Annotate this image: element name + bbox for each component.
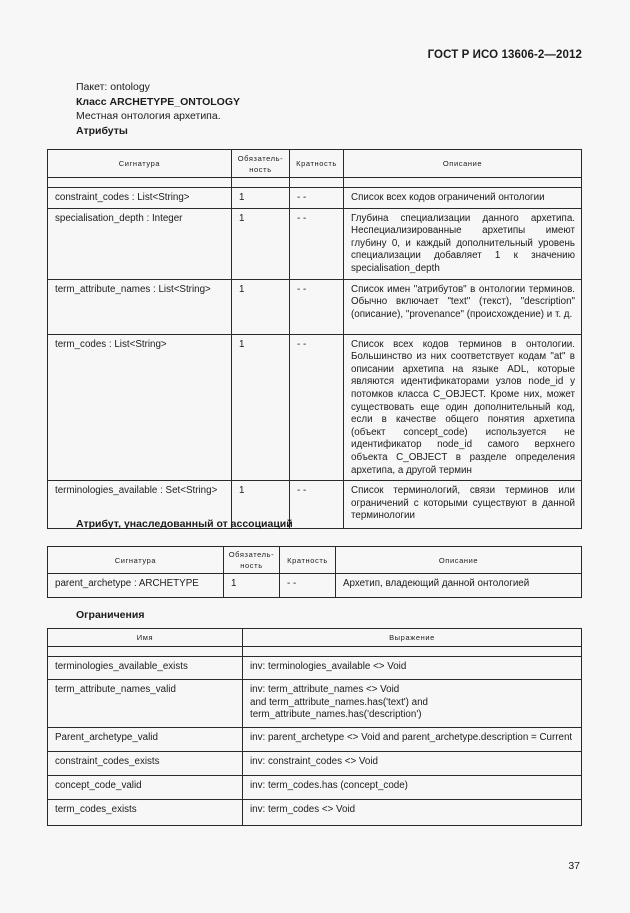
constraint-expression-cell [243,680,581,725]
header-mandatory [224,547,280,574]
header-mandatory-line1: Обязатель- [237,153,284,163]
mandatory-cell: 1 [239,283,245,295]
table-row [48,776,582,800]
attributes-table [47,149,582,529]
table-row [48,657,582,680]
constraints-table [47,628,582,826]
header-description: Описание [344,150,582,178]
constraint-expression-cell: inv: term_codes.has (concept_code) [250,780,408,791]
constraints-heading: Ограничения [76,609,145,621]
constraint-name-cell: term_codes_exists [55,804,137,815]
header-expression: Выражение [243,629,582,647]
class-title: Класс ARCHETYPE_ONTOLOGY [76,95,241,108]
table-row [48,728,582,752]
signature-cell: constraint_codes : List<String> [55,192,190,203]
multiplicity-cell: - - [297,485,307,497]
header-multiplicity: Кратность [280,547,336,574]
constraint-name-cell: term_attribute_names_valid [55,684,176,695]
class-intro [76,80,240,138]
header-mandatory-line1: Обязатель- [228,550,275,559]
mandatory-cell: 1 [239,212,245,224]
constraint-expression-cell: inv: terminologies_available <> Void [250,661,407,672]
mandatory-cell: 1 [239,485,245,497]
standard-code: ГОСТ Р ИСО 13606-2—2012 [427,49,582,61]
expression-line: and term_attribute_names.has('text') and [250,696,429,708]
header-multiplicity: Кратность [290,150,344,178]
constraint-name-cell: terminologies_available_exists [55,661,188,672]
header-mandatory-line2: ность [240,561,263,570]
description-cell: Список терминологий, связи терминов или ограничений с которыми существуют в данной терминологии [351,485,575,522]
inherited-table [47,546,582,598]
class-description: Местная онтология архетипа. [76,110,221,122]
description-cell: Список всех кодов ограничений онтологии [351,192,545,203]
page-number: 37 [568,860,580,872]
table-row [48,334,582,481]
multiplicity-cell: - - [297,212,307,224]
signature-cell: term_attribute_names : List<String> [55,283,211,295]
attributes-heading: Атрибуты [76,124,128,137]
table-row [48,680,582,728]
description-cell: Архетип, владеющий данной онтологией [343,578,530,589]
description-cell: Глубина специализации данного архетипа. Неспециализированные архетипы имеют глубину 0, и каждый дополнительный уровень специализации добавляет 1 к значению specialisation_depth [351,212,575,274]
header-description: Описание [336,547,582,574]
table-row [48,279,582,334]
mandatory-cell: 1 [239,192,245,203]
constraint-expression-cell: inv: parent_archetype <> Void and parent_archetype.description = Current [250,732,573,743]
expression-line: term_attribute_names.has('description') [250,709,422,721]
header-signature: Сигнатура [48,150,232,178]
table-row [48,800,582,826]
signature-cell: specialisation_depth : Integer [55,212,183,224]
mandatory-cell: 1 [231,578,237,589]
signature-cell: terminologies_available : Set<String> [55,485,218,497]
constraint-name-cell: concept_code_valid [55,780,142,791]
table-row [48,188,582,209]
description-cell: Список всех кодов терминов в онтологии. Большинство из них соответствует кодам "at" в описании архетипа на языке ADL, которые являются идентификаторами узлов node_id у потомков класса C_OBJECT. Кроме них, может существовать еще один дополнительный код, если в качестве общего понятия архетипа (объект concept_code) используется не идентификатор node_id самого верхнего объекта C_OBJECT в разделе определения архетипа, а другой термин [351,338,575,476]
table-row [48,208,582,279]
expression-line: inv: term_attribute_names <> Void [250,684,400,695]
signature-cell: parent_archetype : ARCHETYPE [55,578,199,589]
header-name: Имя [48,629,243,647]
header-gap-row [48,647,582,657]
constraint-name-cell: constraint_codes_exists [55,756,160,767]
header-mandatory-line2: ность [249,164,272,174]
multiplicity-cell: - - [297,192,307,203]
header-mandatory [232,150,290,178]
header-gap-row [48,178,582,188]
multiplicity-cell: - - [297,283,307,295]
table-header-row [48,629,582,647]
mandatory-cell: 1 [239,338,245,350]
constraint-expression-cell: inv: constraint_codes <> Void [250,756,378,767]
multiplicity-cell: - - [297,338,307,350]
inherited-heading: Атрибут, унаследованный от ассоциаций [76,518,293,530]
table-header-row [48,150,582,178]
package-line: Пакет: ontology [76,81,150,93]
constraint-name-cell: Parent_archetype_valid [55,732,158,743]
table-header-row [48,547,582,574]
multiplicity-cell: - - [287,578,297,589]
signature-cell: term_codes : List<String> [55,338,167,350]
table-row [48,574,582,598]
header-signature: Сигнатура [48,547,224,574]
description-cell: Список имен "атрибутов" в онтологии терминов. Обычно включает "text" (текст), "description" (описание), "provenance" (происхождение) и т. д. [351,283,575,320]
table-row [48,752,582,776]
constraint-expression-cell: inv: term_codes <> Void [250,804,356,815]
